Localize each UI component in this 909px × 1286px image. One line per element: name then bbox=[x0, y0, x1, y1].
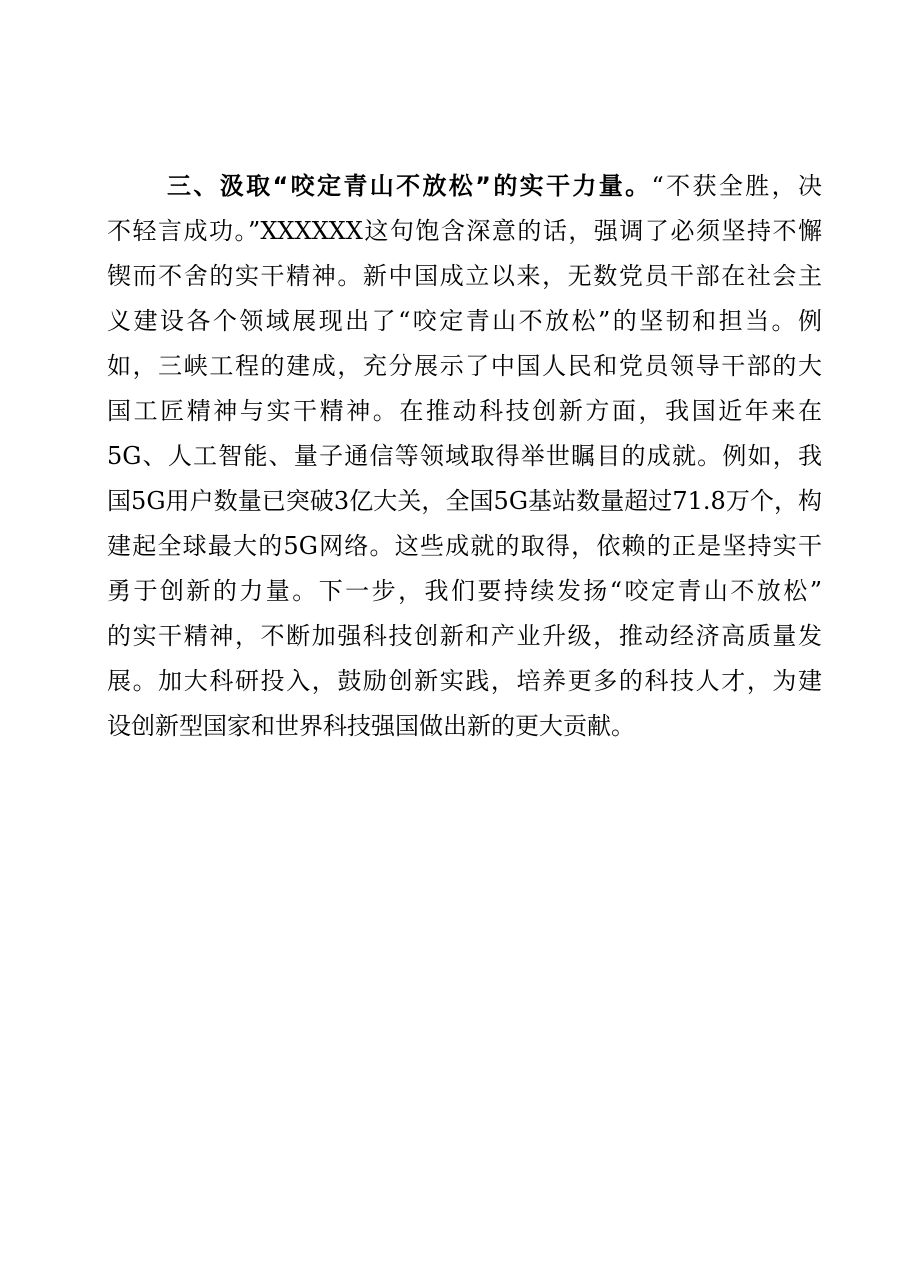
paragraph-line: 设创新型国家和世界科技强国做出新的更大贡献。 bbox=[107, 712, 635, 740]
paragraph-line: 勇于创新的力量。下一步，我们要持续发扬“咬定青山不放松” bbox=[107, 577, 822, 605]
section-heading: 三、汲取“咬定青山不放松”的实干力量。 bbox=[167, 172, 652, 200]
paragraph-line: 5G、人工智能、量子通信等领域取得举世瞩目的成就。例如，我 bbox=[107, 442, 822, 470]
paragraph-line: 国工匠精神与实干精神。在推动科技创新方面，我国近年来在 bbox=[107, 397, 822, 425]
paragraph-line: 如，三峡工程的建成，充分展示了中国人民和党员领导干部的大 bbox=[107, 352, 822, 380]
paragraph-line: 不轻言成功。”XXXXXX这句饱含深意的话，强调了必须坚持不懈 bbox=[107, 217, 822, 245]
paragraph-line: 国5G用户数量已突破3亿大关，全国5G基站数量超过71.8万个，构 bbox=[107, 487, 822, 515]
paragraph-line: 建起全球最大的5G网络。这些成就的取得，依赖的正是坚持实干 bbox=[107, 532, 822, 560]
paragraph-line: 的实干精神，不断加强科技创新和产业升级，推动经济高质量发 bbox=[107, 622, 822, 650]
paragraph-line: 义建设各个领域展现出了“咬定青山不放松”的坚韧和担当。例 bbox=[107, 307, 822, 335]
document-paragraph bbox=[107, 164, 822, 749]
paragraph-line bbox=[107, 164, 822, 209]
paragraph-line: 展。加大科研投入，鼓励创新实践，培养更多的科技人才，为建 bbox=[107, 667, 822, 695]
paragraph-line: 锲而不舍的实干精神。新中国成立以来，无数党员干部在社会主 bbox=[107, 262, 822, 290]
paragraph-text: “不获全胜，决 bbox=[651, 172, 823, 200]
